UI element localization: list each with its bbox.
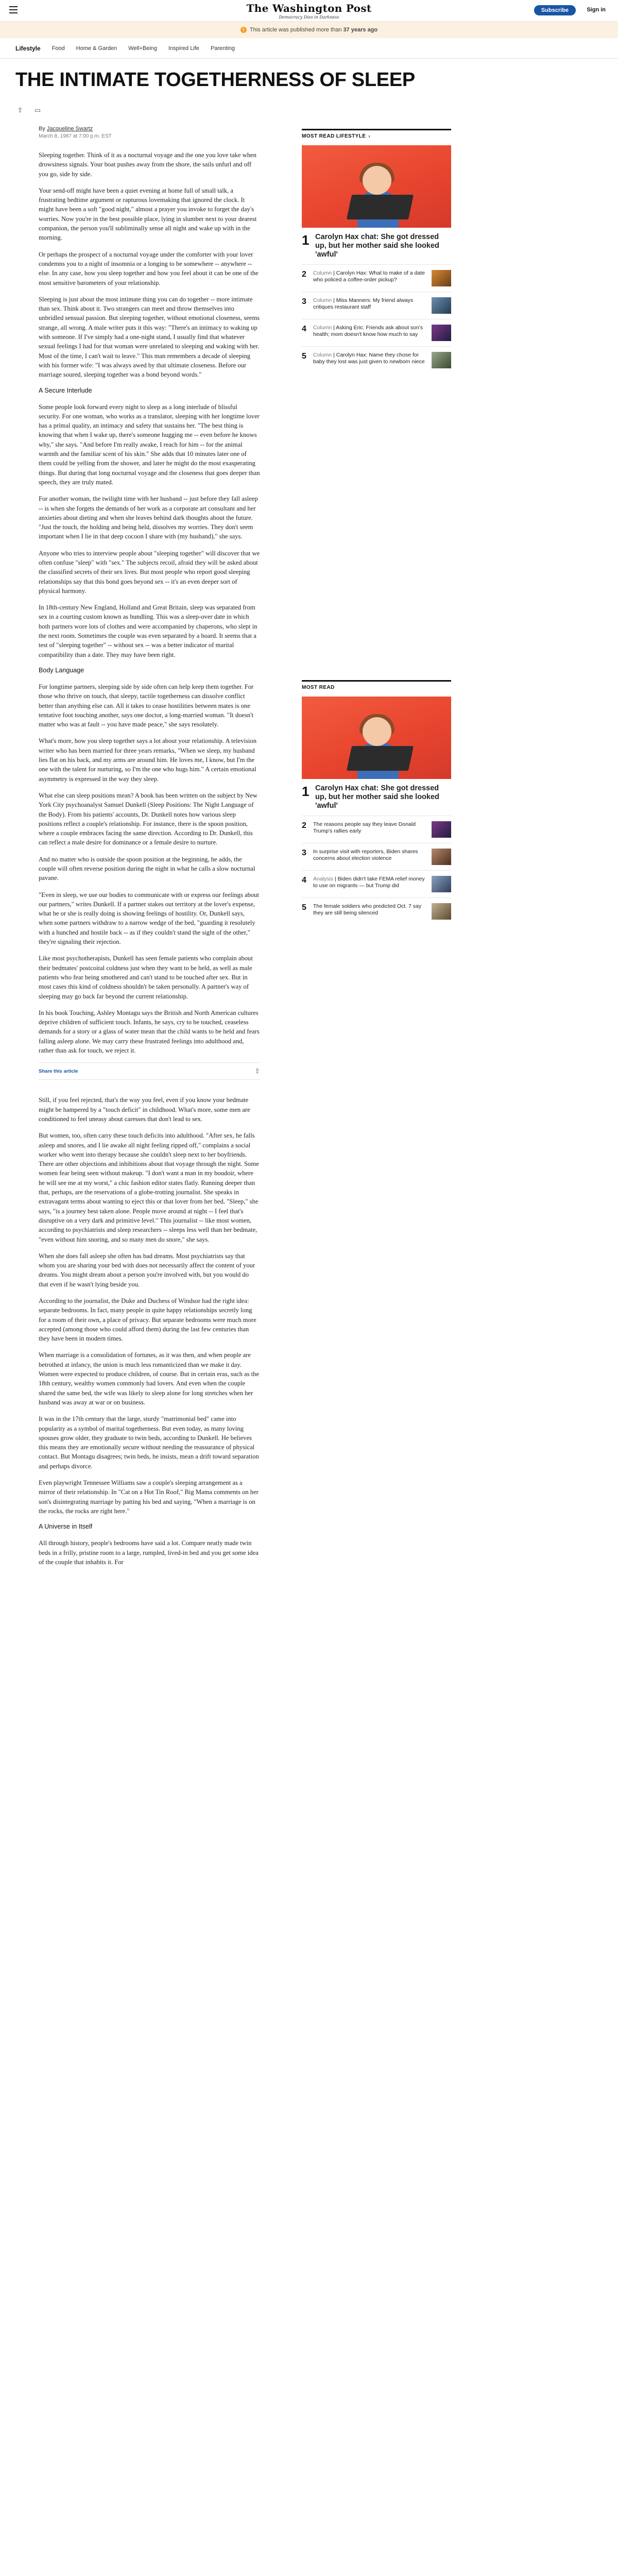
article-paragraph: And no matter who is outside the spoon position at the beginning, he adds, the couple will often reverse position during the night in what he calls a slow nocturnal pavane. <box>39 855 255 882</box>
nav-well-being[interactable]: Well+Being <box>128 45 157 52</box>
nav-lifestyle[interactable]: Lifestyle <box>15 44 41 52</box>
item-kicker: Column <box>313 297 332 303</box>
most-read-item[interactable] <box>302 779 451 816</box>
item-title[interactable]: Carolyn Hax chat: She got dressed up, but her mother said she looked 'awful' <box>315 233 439 259</box>
item-thumbnail[interactable] <box>432 876 451 892</box>
most-read-item[interactable] <box>302 292 451 319</box>
most-read-item[interactable] <box>302 871 451 898</box>
item-thumbnail[interactable] <box>432 821 451 838</box>
most-read-lifestyle-title-text: MOST READ LIFESTYLE <box>302 133 366 139</box>
article-paragraph: All through history, people's bedrooms have said a lot. Compare neatly made twin beds in a frilly, pristine room to a large, rumpled, lived-in bed and you get some idea of the couple that inhabits it. For <box>39 1539 259 1566</box>
item-kicker: Column <box>313 270 332 276</box>
item-title: Miss Manners: My friend always critiques restaurant staff <box>313 297 414 310</box>
rank-number: 3 <box>302 849 306 857</box>
illustration-figure-head <box>363 717 391 746</box>
comment-icon[interactable]: ▭ <box>34 106 41 114</box>
article-paragraph: Even playwright Tennessee Williams saw a couple's sleeping arrangement as a mirror of their relationship. In "Cat on a Hot Tin Roof," Big Mama comments on her son's disintegrating marriage by patting his bed and saying, "When a marriage is on the rocks, the rocks are right here." <box>39 1479 259 1515</box>
rank-number: 5 <box>302 903 306 912</box>
article-paragraph: Still, if you feel rejected, that's the way you feel, even if you know your bedmate might be hampered by a "touch deficit" in childhood. What's more, some men are conditioned to feel uneasy about caresses that don't lead to sex. <box>39 1096 250 1123</box>
article-paragraph: What's more, how you sleep together says a lot about your relationship. A television writer who has been married for three years remarks, "When we sleep, my husband lies flat on his back, and my arms are around him. He loves me, I know, but I'm the one with the talent for nurturing, so I'm the one who hugs him." A certain emotional asymmetry is expressed in the way they sleep. <box>39 737 257 783</box>
item-title: Biden didn't take FEMA relief money to use on migrants — but Trump did <box>313 876 425 889</box>
archive-notice-text: This article was published more than <box>249 27 342 33</box>
illustration-laptop <box>347 746 414 771</box>
article-paragraph: Sleeping is just about the most intimate thing you can do together -- more intimate than sex. Think about it. Two strangers can meet and throw themselves into unbridled sensual passion. But sleeping together, without emotional closeness, seems strange, all wrong. A male writer puts it this way: "There's an intimacy to waking up with someone. If I've simply had a one-night stand, I usually find that whatever sexual feelings I had for that woman were unrelated to sleeping and waking with her. Most of the time, I can't wait to leave." This man remembers a decade of sleeping with his former wife: "I was always awed by that ultimate closeness. Before our marriage soured, sleeping together was a bond beyond words." <box>39 295 260 379</box>
article-paragraph: For longtime partners, sleeping side by side often can help keep them together. For those who thrive on touch, that sleepy, tactile togetherness can dissolve conflict better than anything else can. All it takes to cease hostilities between mates is one tentative foot touching another, says one doctor, a long-married woman. "It doesn't matter who was at fault -- you have made peace," she says resolutely. <box>39 683 254 728</box>
illustration-figure-head <box>363 166 391 195</box>
nav-food[interactable]: Food <box>52 45 65 52</box>
site-logo[interactable]: The Washington Post <box>246 2 372 14</box>
nav-home-garden[interactable]: Home & Garden <box>76 45 117 52</box>
most-read-item[interactable] <box>302 319 451 347</box>
nav-inspired-life[interactable]: Inspired Life <box>168 45 199 52</box>
most-read-lifestyle-hero-image[interactable] <box>302 145 451 228</box>
archive-notice-age: 37 years ago <box>343 27 378 33</box>
most-read-lifestyle-title[interactable] <box>302 129 451 139</box>
rank-number: 2 <box>302 821 306 830</box>
item-title[interactable]: The reasons people say they leave Donald Trump's rallies early <box>313 821 416 834</box>
author-link[interactable]: Jacqueline Swartz <box>46 126 93 132</box>
most-read-item[interactable] <box>302 898 451 925</box>
share-article-button[interactable]: Share this article <box>39 1068 78 1074</box>
item-title-wrap[interactable]: Column | Asking Eric: Friends ask about son's health; mom doesn't know how much to say <box>313 325 423 337</box>
item-kicker: Column <box>313 352 332 358</box>
item-title: Carolyn Hax: What to make of a date who policed a coffee-order pickup? <box>313 270 425 283</box>
item-thumbnail[interactable] <box>432 270 451 286</box>
item-title-wrap[interactable]: Column | Miss Manners: My friend always critiques restaurant staff <box>313 297 414 310</box>
archive-notice <box>0 22 618 38</box>
article-paragraph: It was in the 17th century that the large, sturdy "matrimonial bed" came into popularity as a symbol of marital togetherness. But even today, as many loving spouses grow older, they graduate to twin beds, according to Dunkell. He believes this means they are emotionally secure without needing the reassurance of physical contact. But Montagu disagrees; twin beds, he insists, mean a drift toward separation and perhaps divorce. <box>39 1415 259 1470</box>
publish-date: March 8, 1987 at 7:00 p.m. EST <box>39 133 112 139</box>
article-paragraph: "Even in sleep, we use our bodies to communicate with or express our feelings about our partners," writes Dunkell. If a partner stakes out territory at the lover's expense, what he or she is really doing is showing feelings of hostility. Or, Dunkell says, when some partners withdraw to a narrow wedge of the bed, "guarding it resolutely with a hunched and hostile back -- as if they couldn't stand the sight of the other," they're signaling their rejection. <box>39 891 259 946</box>
warning-icon: ! <box>241 27 247 33</box>
item-title[interactable]: Carolyn Hax chat: She got dressed up, but her mother said she looked 'awful' <box>315 784 439 810</box>
section-nav <box>0 38 618 59</box>
most-read-item[interactable] <box>302 347 451 374</box>
illustration-laptop <box>347 195 414 219</box>
subscribe-button[interactable]: Subscribe <box>534 5 576 15</box>
sign-in-link[interactable]: Sign in <box>587 7 606 13</box>
item-thumbnail[interactable] <box>432 903 451 920</box>
article-paragraph: Anyone who tries to interview people about "sleeping together" will discover that we often confuse "sleep" with "sex." The subjects recoil, afraid they will be asked about the classified secrets of their sex lives. But most people who report good sleeping relationships say that this bond goes beyond sex -- it's an even deeper sort of physical harmony. <box>39 549 260 595</box>
item-thumbnail[interactable] <box>432 352 451 368</box>
share-icon[interactable]: ⇪ <box>17 106 23 114</box>
article-headline: THE INTIMATE TOGETHERNESS OF SLEEP <box>15 69 415 91</box>
item-thumbnail[interactable] <box>432 849 451 865</box>
item-kicker: Analysis <box>313 876 334 882</box>
article-paragraph: What else can sleep positions mean? A book has been written on the subject by New York City psychoanalyst Samuel Dunkell (Sleep Positions: The Night Language of the Body). From his patients' accounts, Dr. Dunkell notes how various sleep positions reflect a couple's relationship. For instance, there is the spoon position, where a couple embraces facing the same direction. According to Dr. Dunkell, this can reflect a male desire for dominance or a female desire to nurture. <box>39 791 258 846</box>
most-read-title: MOST READ <box>302 680 451 690</box>
article-subhead: A Secure Interlude <box>39 386 92 394</box>
rank-number: 1 <box>302 232 310 248</box>
byline-prefix: By <box>39 126 45 132</box>
article-paragraph: Some people look forward every night to sleep as a long interlude of blissful security. For one woman, who works as a translator, sleeping with her longtime lover has a primal quality, an intimacy and safety that sustains her. "The best thing is knowing that when I wake up, there's someone hugging me -- even before he knows why," she says. "And before I'm really awake, I reach for him -- for the animal warmth and the familiar scent of his skin." She adds that 10 minutes later one of them could be yelling from the shower, and later he might do the most exasperating things. But during that long nocturnal voyage and the closeness that goes deeper than speech, they are truly mated. <box>39 403 260 486</box>
item-kicker: Column <box>313 325 332 331</box>
most-read-item[interactable] <box>302 816 451 843</box>
item-thumbnail[interactable] <box>432 297 451 314</box>
article-paragraph: Or perhaps the prospect of a nocturnal voyage under the comforter with your lover condemns you to a night of insomnia or a longing to be somewhere -- anywhere -- else. In any case, how you sleep together and how you feel about it can be one of the most sensitive barometers of your relationship. <box>39 250 259 286</box>
article-subhead: A Universe in Itself <box>39 1523 93 1531</box>
article-paragraph: According to the journalist, the Duke and Duchess of Windsor had the right idea: separate bedrooms. In fact, many people in quite happy relationships secretly long for a room of their own, a place of privacy. But separate bedrooms were much more accepted (among those who could afford them) during the last few centuries than they have been in modern times. <box>39 1297 256 1343</box>
item-title[interactable]: The female soldiers who predicted Oct. 7 say they are still being silenced <box>313 903 422 916</box>
article-paragraph: Sleeping together. Think of it as a nocturnal voyage and the one you love take when drowsiness signals. Your boat pushes away from the shore, the sails unfurl and off you go, side by side. <box>39 151 256 178</box>
most-read-hero-image[interactable] <box>302 697 451 779</box>
article-paragraph: In his book Touching, Ashley Montagu says the British and North American cultures deprive children of sufficient touch. Infants, he says, cry to be touched, ceaseless demands for a story or a glass of water mean that the child wants to be held and fears falling asleep alone. We may carry these frustrated feelings into adulthood and, rather than ask for touch, we reject it. <box>39 1009 260 1055</box>
chevron-right-icon: › <box>368 133 370 139</box>
item-title: Asking Eric: Friends ask about son's health; mom doesn't know how much to say <box>313 325 423 337</box>
rank-number: 4 <box>302 325 306 333</box>
share-arrow-icon[interactable]: ⇪ <box>254 1067 260 1075</box>
article-paragraph: Your send-off might have been a quiet evening at home full of small talk, a frustrating bedtime argument or rapturous lovemaking that ignored the clock. It might have been a soft "good night," almost a prayer you invoke to forget the day's worries. Now you're in the best possible place, lying in slumber next to your dearest companion, the person you'll subliminally sense all night and wake up with in the morning. <box>39 187 257 242</box>
item-title-wrap[interactable]: Analysis | Biden didn't take FEMA relief money to use on migrants — but Trump did <box>313 876 425 889</box>
most-read-item[interactable] <box>302 843 451 871</box>
article-paragraph: When she does fall asleep she often has bad dreams. Most psychiatrists say that whom you are sharing your bed with does not necessarily affect the content of your dreams. You might dream about a person you're involved with, but you would do that even if he wasn't lying beside you. <box>39 1252 255 1288</box>
article-paragraph: For another woman, the twilight time with her husband -- just before they fall asleep -- is when she forgets the demands of her work as a corporate art consultant and her anxieties about dieting and when she leaves behind dark thoughts about the future. "Just the touch, the holding and being held, dissolves my worries. They don't seem important when I lie in that deep cocoon I share with (my husband)," she says. <box>39 495 258 540</box>
article-paragraph: In 18th-century New England, Holland and Great Britain, sleep was separated from sex in a courting custom known as bundling. This was a sleep-over date in which both partners wore lots of clothes and were accompanied by chaperons, who slept in the next room. Sometimes the couple was even separated by a board. It seems that a test of "sleeping together" -- without sex -- was a better indicator of marital compatibility than a date. They may have been right. <box>39 604 258 658</box>
article-paragraph: Like most psychotherapists, Dunkell has seen female patients who complain about their bedmates' postcoital coldness just when they want to be held, as well as male patients who fear being smothered and can't stand to be touched after sex. But in most cases this kind of coldness shouldn't be taken personally. A partner's way of sleeping may go back far beyond the current relationship. <box>39 955 253 1000</box>
article-paragraph: But women, too, often carry these touch deficits into adulthood. "After sex, he falls asleep and snores, and I lie awake all night feeling ripped off," complains a social worker who went into therapy because she couldn't sleep next to her boyfriends. There are other objections and inhibitions about that voyage through the night. Some women fear being seen without makeup. "I don't want a man in my boudoir, where he will see me at my worst," a chic fashion editor states flatly. Running deeper than that, perhaps, are the reservations of a globe-trotting journalist. She speaks in extravagant terms about wanting to eject this or that lover from her bed. "Sleep," she says, "is a journey best taken alone. People move around at night -- I feel that's disruptive on a very dark and primitive level." This journalist -- like most women, according to psychiatrists and sleep researchers -- sleeps less well than her bedmate, "even without him snoring, and so many men do snore," she says. <box>39 1132 259 1243</box>
item-title-wrap[interactable]: Column | Carolyn Hax: Name they chose for baby they lost was just given to newborn niece <box>313 352 425 365</box>
item-thumbnail[interactable] <box>432 325 451 341</box>
most-read-module <box>302 680 451 925</box>
top-bar <box>0 0 618 22</box>
rank-number: 2 <box>302 270 306 279</box>
rank-number: 4 <box>302 876 306 885</box>
item-title-wrap[interactable]: Column | Carolyn Hax: What to make of a date who policed a coffee-order pickup? <box>313 270 425 283</box>
site-tagline: Democracy Dies in Darkness <box>279 15 339 20</box>
article-paragraph: When marriage is a consolidation of fortunes, as it was then, and when people are betrothed at infancy, the union is much less romanticized than we make it day. Women were expected to produce children, of course. But in certain eras, such as the 18th century, wealthy women commonly had lovers. And even when the couple shared the same bed, the wife was likely to sleep alone for long stretches when her husband was away at war or on business. <box>39 1351 260 1406</box>
share-article-strip <box>39 1062 260 1080</box>
most-read-item[interactable] <box>302 228 451 265</box>
item-title[interactable]: In surprise visit with reporters, Biden shares concerns about election violence <box>313 849 418 861</box>
most-read-lifestyle-module <box>302 129 451 374</box>
masthead[interactable] <box>0 2 618 20</box>
rank-number: 1 <box>302 784 310 799</box>
article-subhead: Body Language <box>39 666 84 674</box>
byline <box>39 126 112 139</box>
article-body <box>39 150 260 1574</box>
nav-parenting[interactable]: Parenting <box>210 45 235 52</box>
share-tools <box>15 106 42 115</box>
rank-number: 3 <box>302 297 306 306</box>
most-read-item[interactable] <box>302 265 451 292</box>
rank-number: 5 <box>302 352 306 361</box>
item-title: Carolyn Hax: Name they chose for baby they lost was just given to newborn niece <box>313 352 425 365</box>
